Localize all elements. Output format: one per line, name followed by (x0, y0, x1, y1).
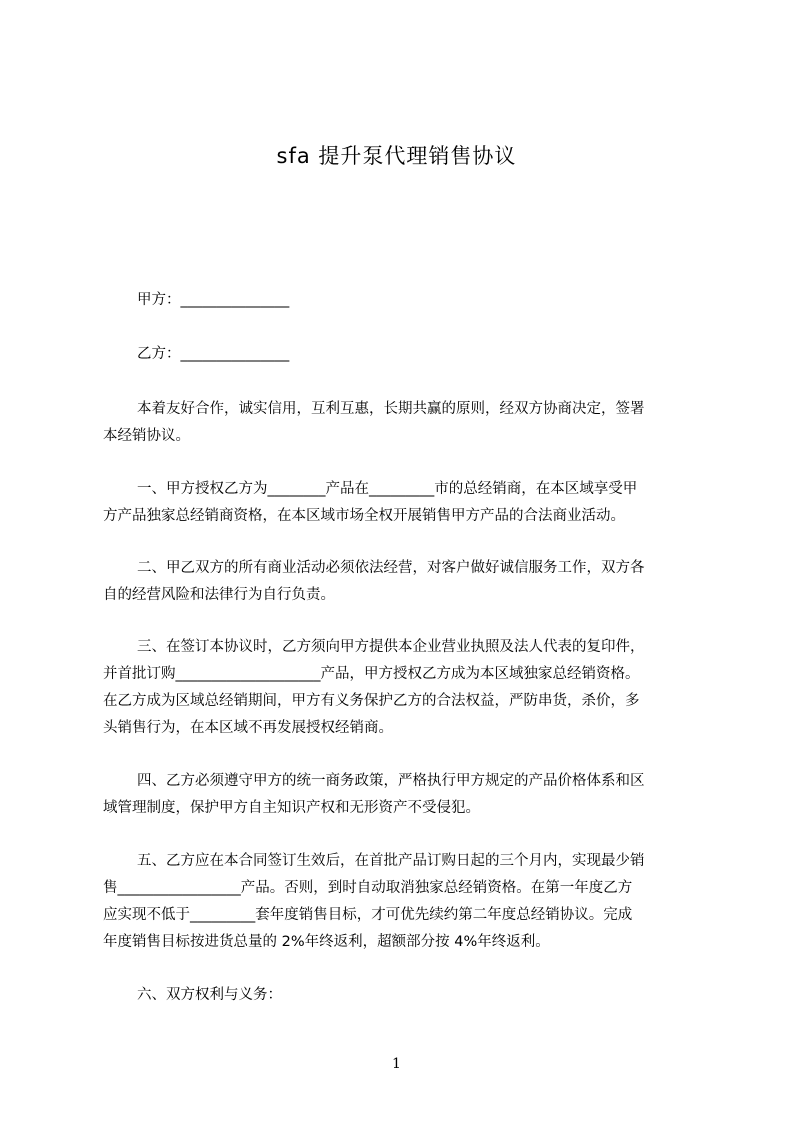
clause-5-line-1: 五、乙方应在本合同签订生效后，在首批产品订购日起的三个月内，实现最少销 (137, 853, 645, 869)
clause-3-line-4: 头销售行为，在本区域不再发展授权经销商。 (103, 720, 393, 736)
party-a-line: 甲方：_______________ (137, 292, 290, 308)
clause-3-line-1: 三、在签订本协议时，乙方须向甲方提供本企业营业执照及法人代表的复印件， (137, 639, 645, 655)
clause-5-line-3: 应实现不低于_________套年度销售目标，才可优先续约第二年度总经销协议。完成 (103, 907, 633, 923)
clause-5-line-4: 年度销售目标按进货总量的 2%年终返利，超额部分按 4%年终返利。 (103, 934, 550, 950)
clause-3-line-3: 在乙方成为区域总经销期间，甲方有义务保护乙方的合法权益，严防串货，杀价，多 (103, 693, 640, 709)
clause-3-line-2: 并首批订购____________________产品，甲方授权乙方成为本区域独家总经销资格。 (103, 666, 640, 682)
clause-2-line-1: 二、甲乙双方的所有商业活动必须依法经营，对客户做好诚信服务工作，双方各 (137, 560, 645, 576)
clause-5-line-2: 售_________________产品。否则，到时自动取消独家总经销资格。在第一年度乙方 (103, 880, 633, 896)
party-b-line: 乙方：_______________ (137, 346, 290, 362)
clause-4-line-1: 四、乙方必须遵守甲方的统一商务政策，严格执行甲方规定的产品价格体系和区 (137, 773, 645, 789)
clause-6-heading: 六、双方权利与义务： (137, 987, 282, 1003)
document-title: sfa 提升泵代理销售协议 (276, 144, 517, 168)
intro-line-2: 本经销协议。 (103, 428, 190, 444)
clause-1-line-2: 方产品独家总经销商资格，在本区域市场全权开展销售甲方产品的合法商业活动。 (103, 508, 625, 524)
clause-1-line-1: 一、甲方授权乙方为________产品在_________市的总经销商，在本区域享受甲 (137, 481, 638, 497)
intro-line-1: 本着友好合作，诚实信用，互利互惠，长期共赢的原则，经双方协商决定，签署 (137, 401, 645, 417)
clause-4-line-2: 域管理制度，保护甲方自主知识产权和无形资产不受侵犯。 (103, 800, 480, 816)
page-number: 1 (392, 1056, 401, 1072)
clause-2-line-2: 自的经营风险和法律行为自行负责。 (103, 587, 335, 603)
